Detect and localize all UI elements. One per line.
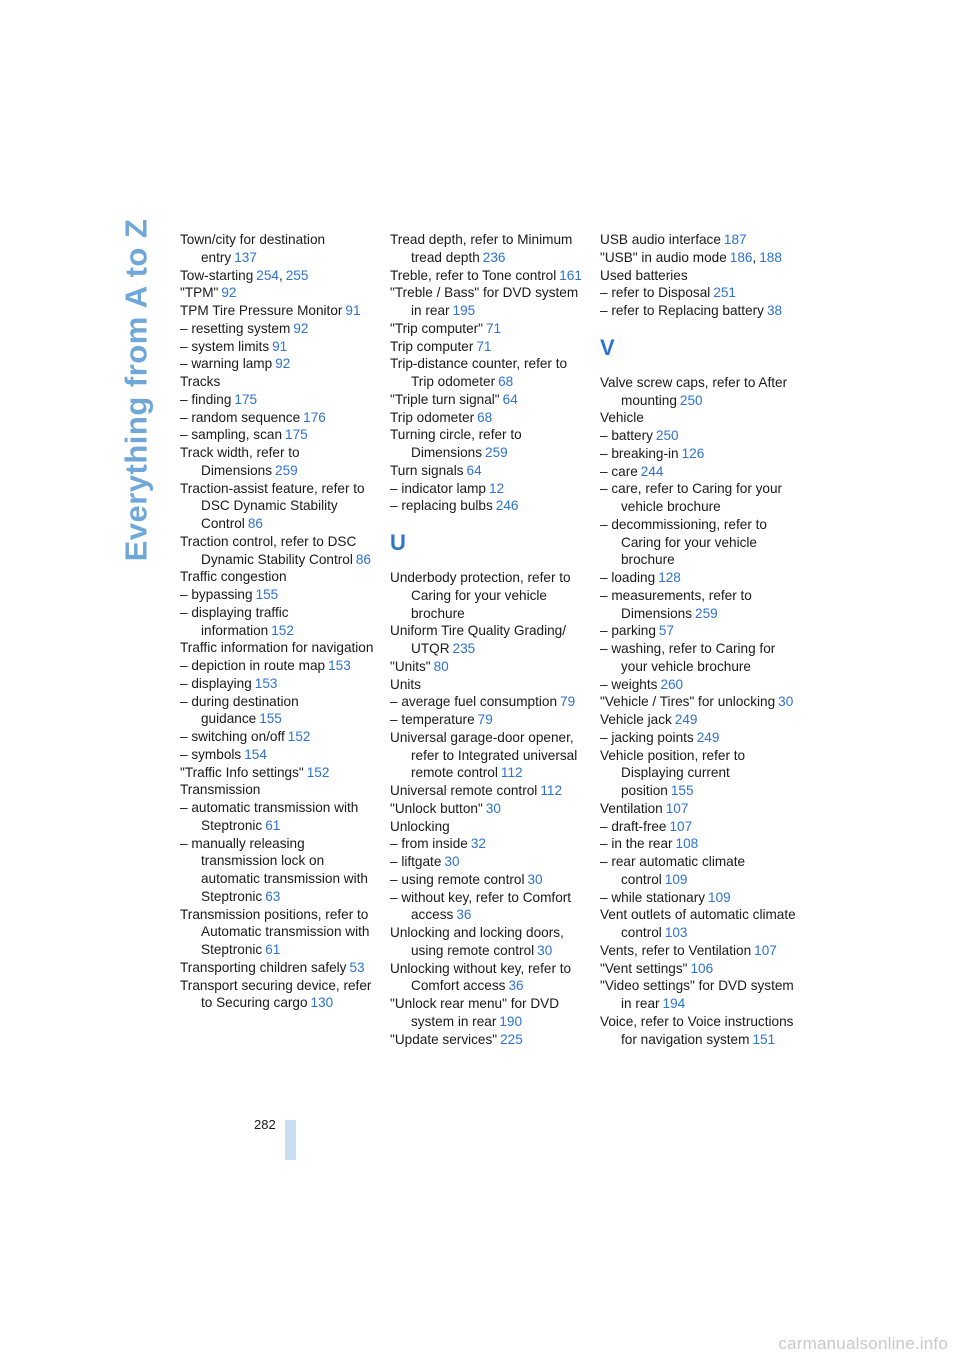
index-entry xyxy=(390,871,586,889)
index-entry-text: – care xyxy=(600,463,638,479)
page-reference-link[interactable]: 30 xyxy=(444,854,460,869)
page-reference-link[interactable]: 86 xyxy=(355,551,371,567)
index-entry xyxy=(180,284,376,302)
section-side-title-text: Everything from A to Z xyxy=(118,218,154,562)
page-reference-link[interactable]: 63 xyxy=(265,888,281,904)
index-entry xyxy=(180,675,376,693)
page-reference-link[interactable]: 71 xyxy=(486,320,502,336)
index-entry xyxy=(600,676,796,694)
index-entry xyxy=(600,231,796,249)
index-entry-text: – during destination guidance xyxy=(180,693,299,727)
page-reference-link[interactable]: 53 xyxy=(349,959,365,975)
index-entry-text: – refer to Disposal xyxy=(600,285,711,301)
index-entry xyxy=(180,764,376,782)
index-entry: "USB" in audio mode 186, 188 xyxy=(600,249,782,265)
index-entry xyxy=(390,853,586,871)
index-entry xyxy=(390,729,586,782)
index-entry xyxy=(600,480,796,516)
index-entry xyxy=(180,355,376,373)
index-entry-text: Vehicle xyxy=(600,410,644,426)
index-entry xyxy=(600,427,796,445)
index-entry-text: Track width, refer to Dimensions xyxy=(180,445,300,478)
index-entry-text: "Triple turn signal" xyxy=(390,391,500,407)
page-reference-link[interactable]: 137 xyxy=(234,249,257,265)
watermark: carmanualsonline.info xyxy=(778,1334,948,1353)
index-entry-text: – weights xyxy=(600,676,658,692)
page-reference-link[interactable]: 151 xyxy=(752,1031,776,1047)
index-entry-text: – replacing bulbs xyxy=(390,498,493,514)
index-entry xyxy=(180,977,376,1013)
page-reference-link[interactable]: 109 xyxy=(708,889,731,905)
page-reference-link[interactable]: 68 xyxy=(477,409,493,425)
index-entry xyxy=(600,906,796,942)
index-entry xyxy=(180,231,376,267)
page-reference-link[interactable]: 235 xyxy=(452,641,476,656)
page-reference-link[interactable]: 249 xyxy=(674,712,698,727)
index-entry xyxy=(180,604,376,640)
index-entry-text: – loading xyxy=(600,570,656,585)
page-reference-link[interactable]: 130 xyxy=(310,995,334,1011)
page-reference-link[interactable]: 107 xyxy=(669,818,693,834)
page-reference-link[interactable]: 186 xyxy=(729,249,753,265)
index-entry xyxy=(390,338,586,356)
index-entry xyxy=(390,924,586,960)
index-entry-text: Units xyxy=(390,676,421,692)
index-entry-text: "Unlock rear menu" for DVD system in rear xyxy=(390,996,560,1029)
page-reference-link[interactable]: 91 xyxy=(345,303,361,318)
page-reference-link[interactable]: 64 xyxy=(466,462,482,478)
index-entry: Tow-starting 254, 255 xyxy=(180,267,309,283)
index-entry xyxy=(390,480,586,498)
index-entry-text: Vehicle jack xyxy=(600,712,672,727)
index-entry xyxy=(390,231,586,267)
index-entry-text: – system limits xyxy=(180,338,270,354)
page-reference-link[interactable]: 155 xyxy=(255,587,279,602)
page-reference-link[interactable]: 153 xyxy=(254,675,278,691)
index-entry-text: Tow-starting xyxy=(180,267,254,283)
index-entry xyxy=(390,693,586,711)
index-entry-text: Turn signals xyxy=(390,462,464,478)
index-entry xyxy=(180,409,376,427)
index-entry-text: – finding xyxy=(180,391,232,407)
index-entry-text: – in the rear xyxy=(600,836,673,852)
index-entry-text: Town/city for destination entry xyxy=(180,232,326,265)
page-reference-link[interactable]: 153 xyxy=(328,658,351,673)
index-entry xyxy=(600,640,796,676)
page-reference-link[interactable]: 154 xyxy=(244,746,267,762)
page-reference-link[interactable]: 259 xyxy=(275,462,298,478)
index-entry-text: Transmission xyxy=(180,782,261,798)
index-entry xyxy=(390,889,586,925)
index-entry xyxy=(390,426,586,462)
index-entry xyxy=(600,284,796,302)
index-entry-text: – sampling, scan xyxy=(180,427,283,443)
index-entry-text: Trip odometer xyxy=(390,409,475,425)
index-entry-text: Ventilation xyxy=(600,800,663,816)
index-entry-text: – bypassing xyxy=(180,587,253,602)
index-entry-text: Vehicle position, refer to Displaying current position xyxy=(600,747,746,798)
index-entry-text: – symbols xyxy=(180,746,242,762)
page-reference-link[interactable]: 32 xyxy=(470,836,486,852)
page-reference-link[interactable]: 86 xyxy=(247,516,263,531)
index-entry-text: – average fuel consumption xyxy=(390,694,558,710)
index-entry xyxy=(180,657,376,675)
index-entry-text: Underbody protection, refer to Caring for your vehicle brochure xyxy=(390,570,571,621)
index-entry xyxy=(180,426,376,444)
page-reference-link[interactable]: 91 xyxy=(272,338,288,354)
index-entry xyxy=(600,267,796,285)
index-entry-text: Vent outlets of automatic climate control xyxy=(600,907,796,940)
page-reference-link[interactable]: 30 xyxy=(537,942,553,958)
page-reference-link[interactable]: 254 xyxy=(256,267,279,283)
index-entry-text: "Units" xyxy=(390,658,431,674)
index-entry-text: – displaying traffic information xyxy=(180,604,289,638)
index-entry xyxy=(180,959,376,977)
index-entry-text: – rear automatic climate control xyxy=(600,854,746,887)
index-entry xyxy=(390,782,586,800)
page-reference-link[interactable]: 106 xyxy=(690,960,714,976)
page-reference-link[interactable]: 188 xyxy=(759,249,782,265)
index-entry-text: – parking xyxy=(600,623,656,639)
index-entry-text: Unlocking without key, refer to Comfort access xyxy=(390,960,572,994)
index-entry-text: – refer to Replacing battery xyxy=(600,303,764,318)
index-entry xyxy=(180,835,376,906)
index-entry-text: – care, refer to Caring for your vehicle brochure xyxy=(600,481,783,514)
section-side-title xyxy=(112,218,160,562)
page-reference-link[interactable]: 259 xyxy=(695,605,718,621)
index-entry-text: Universal garage-door opener, refer to Integrated universal remote control xyxy=(390,729,578,781)
index-entry xyxy=(600,693,796,711)
index-entry-text: Traffic congestion xyxy=(180,569,287,585)
index-entry-text: "USB" in audio mode xyxy=(600,249,727,265)
page-reference-link[interactable]: 61 xyxy=(265,942,281,957)
index-entry-text: – resetting system xyxy=(180,320,291,336)
index-entry-text: "Unlock button" xyxy=(390,800,483,816)
index-entry xyxy=(180,586,376,604)
index-entry xyxy=(180,320,376,338)
index-entry xyxy=(600,374,796,410)
page-reference-link[interactable]: 155 xyxy=(670,783,694,798)
page-reference-link[interactable]: 30 xyxy=(527,871,543,887)
index-entry xyxy=(600,747,796,800)
index-entry xyxy=(600,409,796,427)
index-entry xyxy=(600,1013,796,1049)
index-entry xyxy=(390,676,586,694)
index-entry-text: Traction-assist feature, refer to DSC Dynamic Stability Control xyxy=(180,480,365,531)
page-reference-link[interactable]: 251 xyxy=(713,285,736,301)
index-entry-text: Vents, refer to Ventilation xyxy=(600,942,752,958)
index-entry-text: – switching on/off xyxy=(180,729,285,744)
index-entry xyxy=(390,800,586,818)
index-entry-text: "Video settings" for DVD system in rear xyxy=(600,978,794,1011)
index-entry xyxy=(390,818,586,836)
page-reference-link[interactable]: 30 xyxy=(485,800,501,816)
index-entry xyxy=(180,746,376,764)
page-reference-link[interactable]: 250 xyxy=(679,392,703,408)
index-entry xyxy=(600,942,796,960)
page-reference-link[interactable]: 38 xyxy=(766,303,783,318)
index-entry xyxy=(390,355,586,391)
index-entry-text: – from inside xyxy=(390,836,468,852)
page-reference-link[interactable]: 176 xyxy=(303,409,326,425)
index-entry-text: Traction control, refer to DSC Dynamic Stability Control xyxy=(180,533,357,567)
index-entry-text: Unlocking xyxy=(390,818,450,834)
index-entry xyxy=(600,711,796,729)
index-entry xyxy=(600,835,796,853)
page-reference-link[interactable]: 194 xyxy=(662,996,686,1011)
index-entry-text: – depiction in route map xyxy=(180,658,326,673)
index-entry-text: Universal remote control xyxy=(390,783,538,798)
index-entry xyxy=(390,835,586,853)
index-entry-text: – indicator lamp xyxy=(390,480,486,496)
page-reference-link[interactable]: 80 xyxy=(433,658,449,674)
page-reference-link[interactable]: 259 xyxy=(485,445,508,460)
index-entry xyxy=(600,800,796,818)
page-reference-link[interactable]: 57 xyxy=(658,623,675,639)
index-entry xyxy=(390,409,586,427)
index-entry-text: – temperature xyxy=(390,712,475,727)
index-entry xyxy=(390,267,586,285)
index-entry xyxy=(390,658,586,676)
index-entry-text: Transmission positions, refer to Automatic transmission with Steptronic xyxy=(180,906,370,957)
index-entry-text: "TPM" xyxy=(180,285,219,301)
index-entry xyxy=(180,728,376,746)
index-entry xyxy=(390,622,586,658)
index-entry-text: USB audio interface xyxy=(600,232,721,247)
page-reference-link[interactable]: 175 xyxy=(285,427,308,443)
page-number-bar xyxy=(285,1120,296,1160)
index-entry xyxy=(180,781,376,799)
index-entry xyxy=(600,463,796,481)
index-entry-text: "Vent settings" xyxy=(600,960,688,976)
index-entry xyxy=(180,480,376,533)
index-entry xyxy=(390,284,586,320)
index-entry xyxy=(180,391,376,409)
index-entry xyxy=(180,338,376,356)
page-reference-link[interactable]: 103 xyxy=(664,925,688,940)
index-entry-text: – liftgate xyxy=(390,854,442,869)
index-entry xyxy=(600,960,796,978)
page-reference-link[interactable]: 175 xyxy=(234,391,258,407)
page-reference-link[interactable]: 79 xyxy=(560,694,576,710)
index-entry-text: – while stationary xyxy=(600,889,706,905)
index-entry xyxy=(600,302,796,320)
page-reference-link[interactable]: 107 xyxy=(665,800,689,816)
index-entry xyxy=(390,995,586,1031)
index-entry-text: Valve screw caps, refer to After mounting xyxy=(600,374,788,408)
index-entry-text: Tracks xyxy=(180,374,221,389)
page-reference-link[interactable]: 155 xyxy=(259,711,282,727)
page-reference-link[interactable]: 112 xyxy=(540,783,562,798)
index-entry-text: Traffic information for navigation xyxy=(180,640,374,656)
index-entry-text: – measurements, refer to Dimensions xyxy=(600,587,752,621)
index-entry-text: Uniform Tire Quality Grading/ UTQR xyxy=(390,623,567,656)
index-entry xyxy=(600,516,796,569)
page-reference-link[interactable]: 64 xyxy=(502,391,518,407)
page-reference-link[interactable]: 255 xyxy=(285,267,309,283)
index-column-1 xyxy=(180,231,376,1012)
page-reference-link[interactable]: 246 xyxy=(495,498,519,514)
page-reference-link[interactable]: 250 xyxy=(655,428,679,443)
index-entry xyxy=(180,799,376,835)
index-entry-text: – automatic transmission with Steptronic xyxy=(180,800,359,833)
page-reference-link[interactable]: 79 xyxy=(477,712,493,727)
page-reference-link[interactable]: 30 xyxy=(778,694,794,710)
page-reference-link[interactable]: 244 xyxy=(640,463,664,479)
page-reference-link[interactable]: 126 xyxy=(681,445,705,461)
index-entry-text: Treble, refer to Tone control xyxy=(390,267,557,283)
page-reference-link[interactable]: 187 xyxy=(723,232,747,247)
index-column-3 xyxy=(600,231,796,1048)
page-reference-link[interactable]: 195 xyxy=(452,303,476,318)
page-reference-link[interactable]: 112 xyxy=(500,765,523,781)
page-number: 282 xyxy=(254,1117,276,1132)
page-reference-link[interactable]: 128 xyxy=(658,570,681,585)
index-entry xyxy=(390,711,586,729)
page-reference-link[interactable]: 92 xyxy=(275,356,291,372)
page-reference-link[interactable]: 61 xyxy=(265,817,281,833)
page-reference-link[interactable]: 161 xyxy=(559,267,582,283)
index-letter-heading: U xyxy=(390,530,406,555)
index-entry-text: Trip-distance counter, refer to Trip odometer xyxy=(390,356,568,389)
page-reference-link[interactable]: 152 xyxy=(287,729,311,744)
page-reference-link[interactable]: 36 xyxy=(456,907,472,923)
index-entry-text: – random sequence xyxy=(180,409,301,425)
index-entry-text: – breaking-in xyxy=(600,445,679,461)
page-reference-link[interactable]: 152 xyxy=(306,764,330,780)
index-entry xyxy=(390,569,586,622)
index-entry-text: Unlocking and locking doors, using remote control xyxy=(390,925,564,958)
index-entry-text: – using remote control xyxy=(390,871,525,887)
index-entry xyxy=(600,587,796,623)
index-entry-text: "Treble / Bass" for DVD system in rear xyxy=(390,285,579,318)
page-reference-link[interactable]: 12 xyxy=(488,480,505,496)
index-entry xyxy=(600,569,796,587)
index-entry xyxy=(600,622,796,640)
index-entry xyxy=(180,906,376,959)
index-entry-text: – manually releasing transmission lock on automatic transmission with Steptronic xyxy=(180,835,368,904)
index-entry-text: "Update services" xyxy=(390,1031,498,1047)
index-entry xyxy=(180,444,376,480)
index-entry-text: Used batteries xyxy=(600,267,688,283)
index-entry-text: – draft-free xyxy=(600,818,667,834)
index-entry xyxy=(390,320,586,338)
page-reference-link[interactable]: 36 xyxy=(508,978,524,994)
index-entry-text: – displaying xyxy=(180,675,252,691)
page-reference-link[interactable]: 225 xyxy=(500,1031,523,1047)
index-entry xyxy=(600,889,796,907)
page-reference-link[interactable]: 236 xyxy=(482,249,506,265)
index-entry-text: – washing, refer to Caring for your vehicle brochure xyxy=(600,641,776,674)
index-column-2 xyxy=(390,231,586,1048)
index-entry-text: "Traffic Info settings" xyxy=(180,764,304,780)
index-entry xyxy=(390,960,586,996)
index-entry xyxy=(390,391,586,409)
index-entry-text: Transporting children safely xyxy=(180,959,347,975)
page-reference-link[interactable]: 108 xyxy=(675,836,699,852)
index-entry-text: Voice, refer to Voice instructions for navigation system xyxy=(600,1013,794,1047)
index-entry xyxy=(180,693,376,729)
index-entry-text: "Trip computer" xyxy=(390,320,483,336)
index-entry xyxy=(180,533,376,569)
index-entry xyxy=(180,302,376,320)
index-entry xyxy=(600,445,796,463)
index-entry-text: TPM Tire Pressure Monitor xyxy=(180,303,343,318)
index-entry-text: Tread depth, refer to Minimum tread depth xyxy=(390,232,573,265)
page-reference-link[interactable]: 152 xyxy=(271,622,294,638)
index-entry xyxy=(180,639,376,657)
index-entry-text: – jacking points xyxy=(600,729,694,745)
index-entry xyxy=(390,462,586,480)
page-reference-link[interactable]: 249 xyxy=(696,729,720,745)
index-entry xyxy=(180,373,376,391)
page-reference-link[interactable]: 92 xyxy=(221,285,237,301)
page-reference-link[interactable]: 71 xyxy=(476,338,492,354)
index-entry xyxy=(600,977,796,1013)
index-entry-text: Trip computer xyxy=(390,338,474,354)
index-entry xyxy=(390,1031,586,1049)
index-entry-text: – battery xyxy=(600,428,653,443)
index-entry xyxy=(390,497,586,515)
page-reference-link[interactable]: 109 xyxy=(664,871,688,887)
page-reference-link[interactable]: 260 xyxy=(660,676,684,692)
index-entry xyxy=(180,568,376,586)
page-reference-link[interactable]: 92 xyxy=(293,320,309,336)
index-entry-text: – decommissioning, refer to Caring for your vehicle brochure xyxy=(600,516,767,568)
index-entry xyxy=(600,729,796,747)
page-reference-link[interactable]: 107 xyxy=(754,942,777,958)
page-reference-link[interactable]: 68 xyxy=(498,374,514,389)
index-entry xyxy=(600,853,796,889)
index-entry-text: Transport securing device, refer to Securing cargo xyxy=(180,977,372,1011)
index-entry-text: – without key, refer to Comfort access xyxy=(390,889,572,923)
index-entry-text: Turning circle, refer to Dimensions xyxy=(390,427,522,460)
page-reference-link[interactable]: 190 xyxy=(499,1013,523,1029)
index-entry xyxy=(600,818,796,836)
index-letter-heading: V xyxy=(600,334,615,360)
index-entry-text: "Vehicle / Tires" for unlocking xyxy=(600,694,776,710)
index-entry-text: – warning lamp xyxy=(180,356,273,372)
